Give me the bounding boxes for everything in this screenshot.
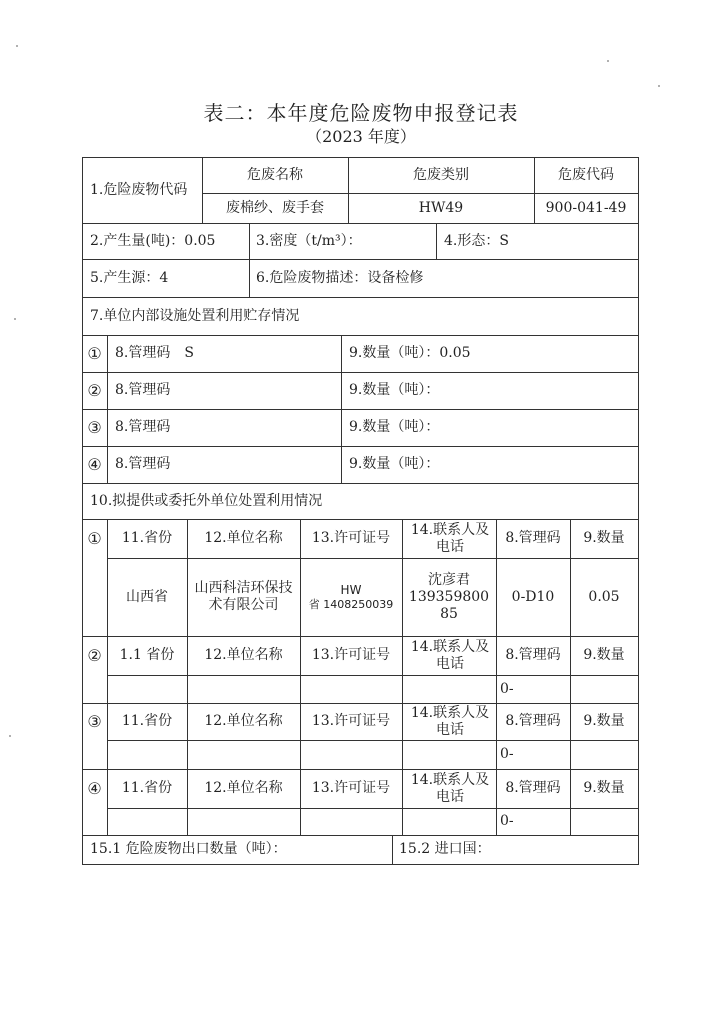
license-value (300, 558, 402, 636)
row-number: ④ (87, 779, 102, 798)
rule (436, 223, 437, 259)
quantity-value: 0.05 (588, 588, 620, 605)
mgmt-code-value: 0- (500, 813, 514, 829)
generation-amount: 2.产生量(吨)：0.05 (90, 232, 216, 249)
table-border-right (638, 157, 639, 865)
table-border-bottom (82, 864, 639, 865)
row-number: ① (87, 344, 102, 363)
page-title: 表二：本年度危险废物申报登记表 (203, 101, 519, 125)
rule (107, 335, 108, 483)
import-country-label: 15.2 进口国： (399, 841, 491, 857)
export-quantity-label: 15.1 危险废物出口数量（吨）： (90, 841, 287, 857)
internal-mgmt-code: 8.管理码 (115, 419, 171, 435)
waste-code-value: 900-041-49 (545, 199, 627, 216)
scan-speck (9, 735, 11, 737)
waste-category-value: HW49 (418, 199, 464, 216)
rule (392, 835, 393, 864)
license-value-line-1: HW (340, 582, 362, 597)
rule (249, 223, 250, 259)
province-label: 11.省份 (121, 530, 173, 546)
contact-label: 14.联系人及电话 (410, 521, 490, 555)
waste-category-label: 危废类别 (413, 166, 469, 183)
quantity-label: 9.数量 (583, 647, 625, 663)
contact-value (402, 558, 496, 636)
rule (341, 335, 342, 483)
contact-phone: 13935980085 (408, 588, 490, 622)
mgmt-code-label: 8.管理码 (505, 530, 561, 546)
internal-mgmt-code: 8.管理码 (115, 382, 171, 398)
unit-name-label: 12.单位名称 (204, 530, 283, 546)
scan-speck (16, 45, 18, 47)
province-value: 山西省 (126, 588, 168, 605)
license-label: 13.许可证号 (311, 713, 391, 729)
contact-label: 14.联系人及电话 (410, 638, 490, 672)
rule (249, 259, 250, 297)
quantity-label: 9.数量 (583, 780, 625, 796)
internal-mgmt-code: 8.管理码 (115, 456, 171, 472)
quantity-label: 9.数量 (583, 530, 625, 546)
license-label: 13.许可证号 (311, 780, 391, 796)
external-section-title: 10.拟提供或委托外单位处置利用情况 (90, 492, 323, 509)
license-label: 13.许可证号 (311, 647, 391, 663)
license-label: 13.许可证号 (311, 530, 391, 546)
unit-name-label: 12.单位名称 (204, 647, 283, 663)
mgmt-code-value: 0- (500, 746, 514, 762)
row-number: ② (87, 381, 102, 400)
internal-quantity: 9.数量（吨）： (349, 419, 440, 435)
mgmt-code-label: 8.管理码 (505, 647, 561, 663)
scan-speck (607, 60, 609, 62)
unit-name-label: 12.单位名称 (204, 780, 283, 796)
waste-name-label: 危废名称 (247, 166, 303, 183)
scan-speck (14, 318, 16, 320)
row-number: ③ (87, 418, 102, 437)
province-label: 11.省份 (121, 780, 173, 796)
internal-section-title: 7.单位内部设施处置利用贮存情况 (90, 307, 300, 324)
internal-quantity: 9.数量（吨）：0.05 (349, 345, 471, 361)
mgmt-code-label: 8.管理码 (505, 713, 561, 729)
waste-code-label: 1.危险废物代码 (90, 181, 188, 198)
page-subtitle: （2023 年度） (306, 127, 416, 146)
contact-label: 14.联系人及电话 (410, 771, 490, 805)
row-number: ① (87, 529, 102, 548)
internal-mgmt-code: 8.管理码 S (115, 345, 194, 361)
internal-quantity: 9.数量（吨）： (349, 456, 440, 472)
waste-code-column-label: 危废代码 (558, 166, 614, 183)
form-field: 4.形态：S (444, 232, 509, 249)
row-number: ③ (87, 712, 102, 731)
province-label: 1.1 省份 (119, 647, 175, 663)
license-value-line-2: 省 1408250039 (308, 597, 394, 611)
scan-speck (658, 85, 660, 87)
province-label: 11.省份 (121, 713, 173, 729)
table-border-left (82, 157, 83, 865)
contact-name: 沈彦君 (428, 571, 470, 588)
waste-name-value: 废棉纱、废手套 (226, 199, 324, 216)
row-number: ④ (87, 455, 102, 474)
mgmt-code-value: 0-D10 (511, 588, 555, 605)
contact-label: 14.联系人及电话 (410, 704, 490, 738)
waste-description: 6.危险废物描述：设备检修 (256, 269, 424, 286)
unit-name-value: 山西科洁环保技术有限公司 (194, 580, 293, 613)
quantity-label: 9.数量 (583, 713, 625, 729)
mgmt-code-value: 0- (500, 680, 514, 697)
internal-quantity: 9.数量（吨）： (349, 382, 440, 398)
density-field: 3.密度（t/m³）： (256, 232, 362, 249)
row-number: ② (87, 646, 102, 665)
mgmt-code-label: 8.管理码 (505, 780, 561, 796)
generation-source: 5.产生源：4 (90, 269, 169, 286)
unit-name-label: 12.单位名称 (204, 713, 283, 729)
